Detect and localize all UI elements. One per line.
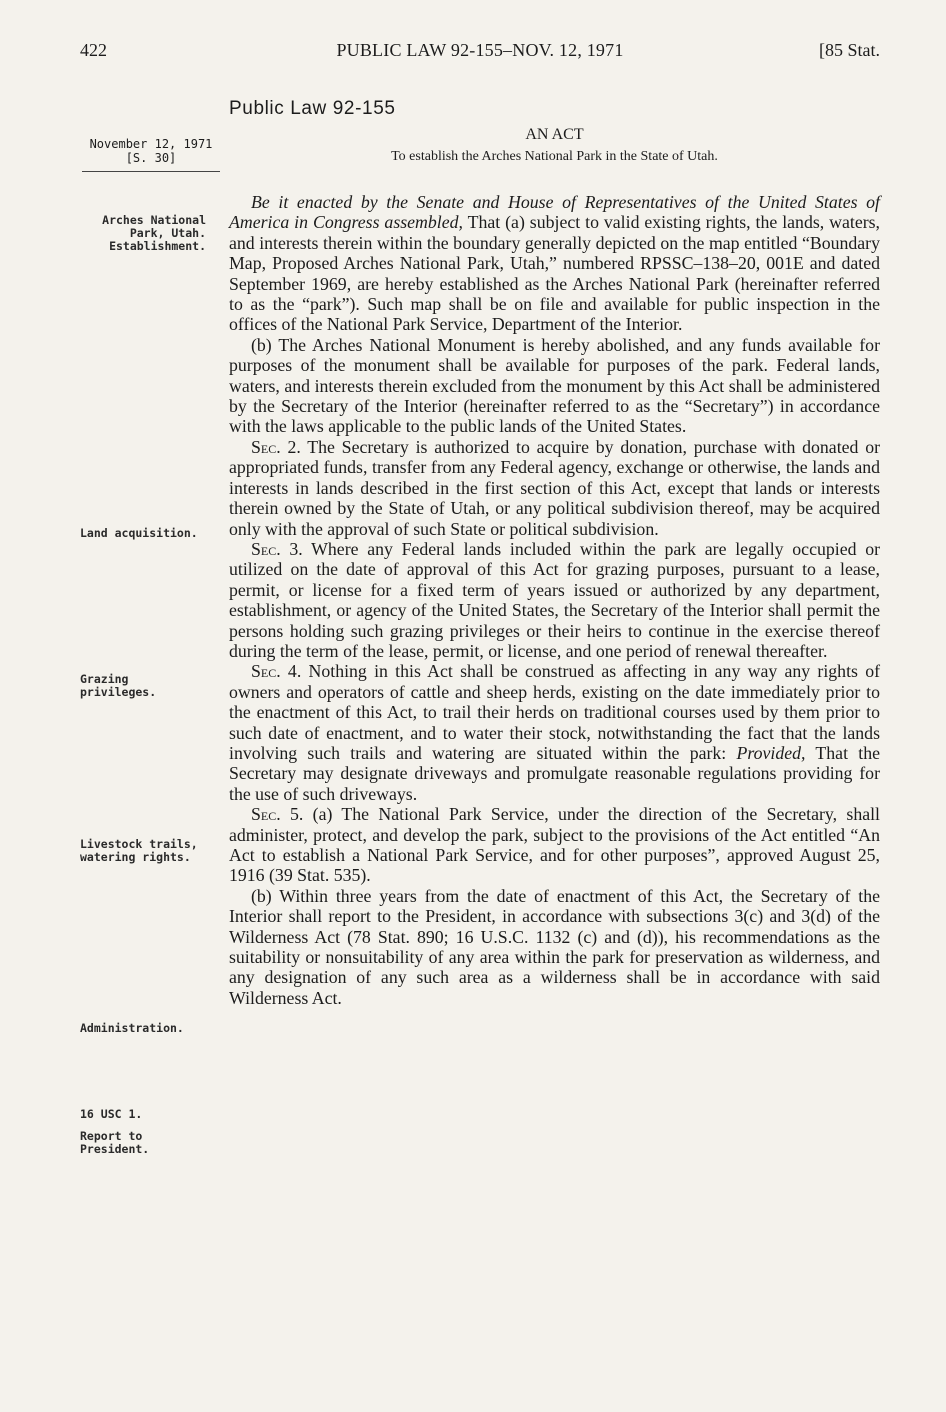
act-body <box>229 192 880 1008</box>
margin-note-grazing: Grazing privileges. <box>80 672 157 699</box>
page-header <box>80 40 880 70</box>
section-2: Sec. 2. The Secretary is authorized to acquire by donation, purchase with donated or appropriated funds, transfer from any Federal agency, exchange or otherwise, the lands and interests in lands described in the first section of this Act, except that lands or interests therein owned by the State of Utah, or any political subdivision thereof, may be acquired only with the approval of such State or political subdivision. <box>229 436 881 539</box>
bill-number: [S. 30] <box>125 151 177 165</box>
page-number: 422 <box>80 40 107 60</box>
section-3: Sec. 3. Where any Federal lands included within the park are legally occupied or utilized on the date of approval of this Act for grazing purposes, pursuant to a lease, permit, or license for a fixed term of years issued or authorized by any department, establishment, or agency of the United States, the Secretary of the Interior shall permit the persons holding such grazing privileges or their heirs to continue in the exercise thereof during the term of the lease, permit, or license, and one period of renewal thereafter. <box>229 538 881 661</box>
section-5-a: Sec. 5. (a) The National Park Service, under the direction of the Secretary, shall administer, protect, and develop the park, subject to the provisions of the Act entitled “An Act to establish a National Park Service, and for other purposes”, approved August 25, 1916 (39 Stat. 535). <box>229 804 880 886</box>
enactment-date: November 12, 1971 <box>89 137 213 151</box>
act-label: AN ACT <box>525 126 584 143</box>
enacting-clause: Be it enacted by the Senate and House of Representatives of the United States of America in Congress assembled, <box>229 192 880 233</box>
statute-reference: [85 Stat. <box>819 40 880 60</box>
margin-note-report: Report to President. <box>80 1129 150 1156</box>
margin-note-livestock: Livestock trails, watering rights. <box>80 837 198 864</box>
section-1-b: (b) The Arches National Monument is hereby abolished, and any funds available for purposes of the monument shall be available for purposes of the park. Federal lands, waters, and interests therein excluded from the monument by this Act shall be administered by the Secretary of the Interior (hereinafter referred to as the “Secretary”) in accordance with the laws applicable to the public lands of the United States. <box>229 334 880 437</box>
section-4: Sec. 4. Nothing in this Act shall be construed as affecting in any way any rights of owners and operators of cattle and sheep herds, existing on the date immediately prior to the enactment of this Act, to trail their herds on traditional courses used by them prior to such date of enactment, and to water their stock, notwithstanding the fact that the lands involving such trails and watering are situated within the park: Provided, That the Secretary may designate driveways and promulgate reasonable regulations providing for the use of such driveways. <box>229 661 881 804</box>
margin-note-administration: Administration. <box>80 1021 184 1035</box>
act-subtitle: To establish the Arches National Park in the State of Utah. <box>391 149 718 164</box>
side-date-rule <box>82 171 220 172</box>
margin-note-establishment: Arches National Park, Utah. Establishment. <box>102 213 206 253</box>
margin-note-usc: 16 USC 1. <box>80 1107 143 1121</box>
running-title: PUBLIC LAW 92-155–NOV. 12, 1971 <box>336 40 624 60</box>
section-1-a: Be it enacted by the Senate and House of Representatives of the United States of America in Congress assembled, That (a) subject to valid existing rights, the lands, waters, and interests therein within the boundary generally depicted on the map entitled “Boundary Map, Proposed Arches National Park, Utah,” numbered RPSSC–138–20, 001E and dated September 1969, are hereby established as the Arches National Park (hereinafter referred to as the “park”). Such map shall be on file and available for public inspection in the offices of the National Park Service, Department of the Interior. <box>229 192 881 335</box>
side-date <box>82 137 220 165</box>
law-title: Public Law 92-155 <box>229 98 396 119</box>
section-5-b: (b) Within three years from the date of enactment of this Act, the Secretary of the Interior shall report to the President, in accordance with subsections 3(c) and 3(d) of the Wilderness Act (78 Stat. 890; 16 U.S.C. 1132 (c) and (d)), his recommendations as the suitability or nonsuitability of any area within the park for preservation as wilderness, and any designation of any such area as a wilderness shall be in accordance with said Wilderness Act. <box>229 885 880 1008</box>
margin-note-land-acquisition: Land acquisition. <box>80 526 198 540</box>
